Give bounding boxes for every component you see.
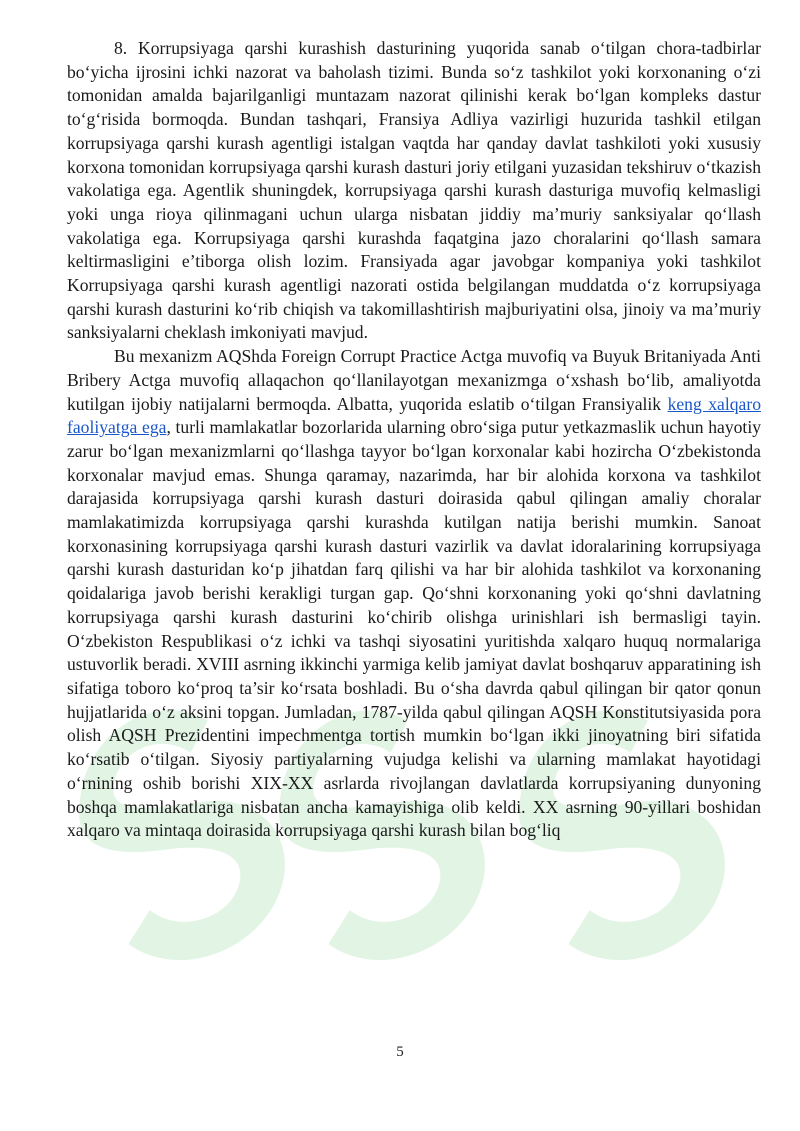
paragraph-control-system: 8. Korrupsiyaga qarshi kurashish dasturining yuqorida sanab o‘tilgan chora-tadbirlar bo‘yicha ijrosini ichki nazorat va baholash tizimi. Bunda so‘z tashkilot yoki korxonaning o‘zi tomonidan amalda bajarilganligi muntazam nazorat qilinishi kerak bo‘lgan kompleks dastur to‘g‘risida bormoqda. Bundan tashqari, Fransiya Adliya vazirligi huzurida tashkil etilgan korrupsiyaga qarshi kurash agentligi istalgan vaqtda har qanday davlat tashkiloti yoki xususiy korxona tomonidan korrupsiyaga qarshi kurash dasturi joriy etilgani yuzasidan tekshiruv o‘tkazish vakolatiga ega. Agentlik shuningdek, korrupsiyaga qarshi kurash dasturiga muvofiq kelmasligi yoki unga rioya qilinmagani uchun ularga nisbatan jiddiy ma’muriy sanksiyalar qo‘llash vakolatiga ega. Korrupsiyaga qarshi kurashda faqatgina jazo choralarini qo‘llash samara keltirmasligini e’tiborga olish lozim. Fransiyada agar javobgar kompaniya yoki tashkilot Korrupsiyaga qarshi kurash agentligi nazorati ostida belgilangan muddatda o‘z korrupsiyaga qarshi kurash dasturini ko‘rib chiqish va takomillashtirish majburiyatini olsa, jinoiy va ma’muriy sanksiyalarni cheklash imkoniyati mavjud. bbox=[67, 38, 761, 343]
hyperlink-wide-international-activity[interactable]: keng xalqaro faoliyatga ega bbox=[67, 393, 762, 438]
paragraph-mechanism bbox=[67, 345, 761, 843]
page-number: 5 bbox=[396, 1044, 404, 1060]
paragraph-text-after-link: , turli mamlakatlar bozorlarida ularning obro‘siga putur yetkazmaslik uchun hayotiy zarur bo‘lgan mexanizmlarni qo‘llashga tayyor bo‘lgan korxonalar kabi hozircha O‘zbekistonda korxonalar mavjud emas. Shunga qaramay, nazarimda, har bir alohida korxona va tashkilot darajasida korrupsiyaga qarshi kurash dasturi doirasida qabul qilingan amaliy choralar mamlakatimizda korrupsiyaga qarshi kurashda kutilgan natija berishi mumkin. Sanoat korxonasining korrupsiyaga qarshi kurash dasturi vazirlik va davlat idoralarining korrupsiyaga qarshi kurash dasturidan ko‘p jihatdan farq qilishi va har bir alohida tashkilot va korxonaning qoidalariga javob berishi kerakligi turgan gap. Qo‘shni korxonaning yoki qo‘shni davlatning korrupsiyaga qarshi kurash dasturini ko‘chirib olishga urinishlari ish bermasligi tayin. O‘zbekiston Respublikasi o‘z ichki va tashqi siyosatini yuritishda xalqaro huquq normalariga ustuvorlik beradi. XVIII asrning ikkinchi yarmiga kelib jamiyat davlat boshqaruv apparatining ish sifatiga toboro ko‘proq ta’sir ko‘rsata boshladi. Bu o‘sha davrda qabul qilingan bir qator qonun hujjatlarida o‘z aksini topgan. Jumladan, 1787-yilda qabul qilingan AQSH Konstitutsiyasida pora olish AQSH Prezidentini impechmentga tortish mumkin bo‘lgan ikki jinoyatning biri sifatida ko‘rsatib o‘tilgan. Siyosiy partiyalarning vujudga kelishi va ularning mamlakat hayotidagi o‘rnining oshib borishi XIX-XX asrlarda rivojlangan davlatlarda korrupsiyaning dunyoning boshqa mamlakatlariga nisbatan ancha kamayishiga olib keldi. XX asrning 90-yillari boshidan xalqaro va mintaqa doirasida korrupsiyaga qarshi kurash bilan bog‘liq bbox=[67, 417, 762, 841]
paragraph-text-before-link: Bu mexanizm AQShda Foreign Corrupt Practice Actga muvofiq va Buyuk Britaniyada Anti Bribery Actga muvofiq allaqachon qo‘llanilayotgan mexanizmga o‘xshash bo‘lib, amaliyotda kutilgan ijobiy natijalarni bermoqda. Albatta, yuqorida eslatib o‘tilgan Fransiyalik bbox=[67, 346, 761, 414]
document-body bbox=[67, 37, 761, 843]
